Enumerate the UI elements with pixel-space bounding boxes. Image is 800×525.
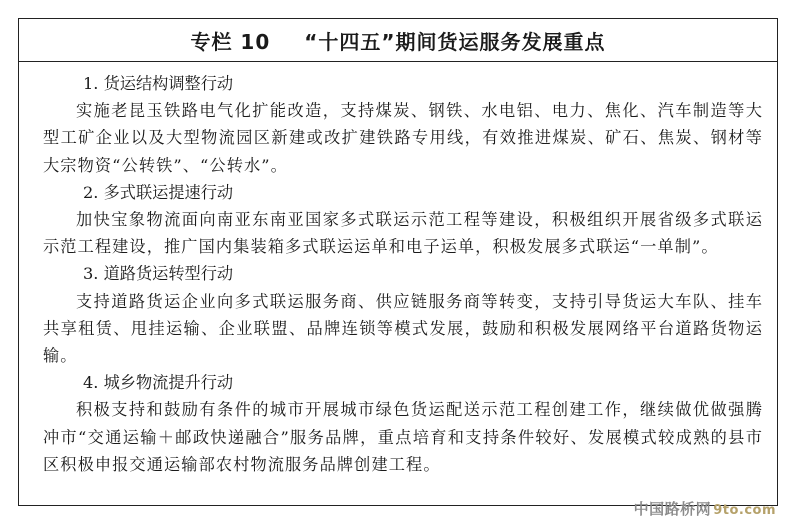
section-2 <box>43 179 763 261</box>
section-4 <box>43 369 763 478</box>
section-body: 积极支持和鼓励有条件的城市开展城市绿色货运配送示范工程创建工作，继续做优做强腾冲市“交通运输＋邮政快递融合”服务品牌，重点培育和支持条件较好、发展模式较成熟的县市区积极申报交通运输部农村物流服务品牌创建工程。 <box>43 400 763 474</box>
column-title-bar <box>19 19 777 62</box>
section-1 <box>43 70 763 179</box>
section-heading: 4. 城乡物流提升行动 <box>83 373 234 393</box>
column-title: “十四五”期间货运服务发展重点 <box>304 29 606 54</box>
section-heading: 2. 多式联运提速行动 <box>83 182 234 202</box>
special-column-box <box>18 18 778 506</box>
section-body: 实施老昆玉铁路电气化扩能改造，支持煤炭、钢铁、水电铝、电力、焦化、汽车制造等大型工矿企业以及大型物流园区新建或改扩建铁路专用线，有效推进煤炭、矿石、焦炭、钢材等大宗物资“公转铁”、“公转水”。 <box>43 101 763 175</box>
watermark-name: 中国路桥网 <box>633 500 712 518</box>
section-heading: 1. 货运结构调整行动 <box>83 74 234 93</box>
watermark-site: 9to.com <box>713 503 776 518</box>
section-3 <box>43 260 763 369</box>
section-body: 支持道路货运企业向多式联运服务商、供应链服务商等转变，支持引导货运大车队、挂车共享租赁、甩挂运输、企业联盟、品牌连锁等模式发展，鼓励和积极发展网络平台道路货物运输。 <box>43 291 763 366</box>
column-label: 专栏 10 <box>190 29 271 54</box>
section-heading: 3. 道路货运转型行动 <box>83 264 234 284</box>
column-content <box>19 62 777 478</box>
site-watermark <box>634 498 776 519</box>
section-body: 加快宝象物流面向南亚东南亚国家多式联运示范工程等建设，积极组织开展省级多式联运示范工程建设，推广国内集装箱多式联运运单和电子运单，积极发展多式联运“一单制”。 <box>43 210 763 257</box>
